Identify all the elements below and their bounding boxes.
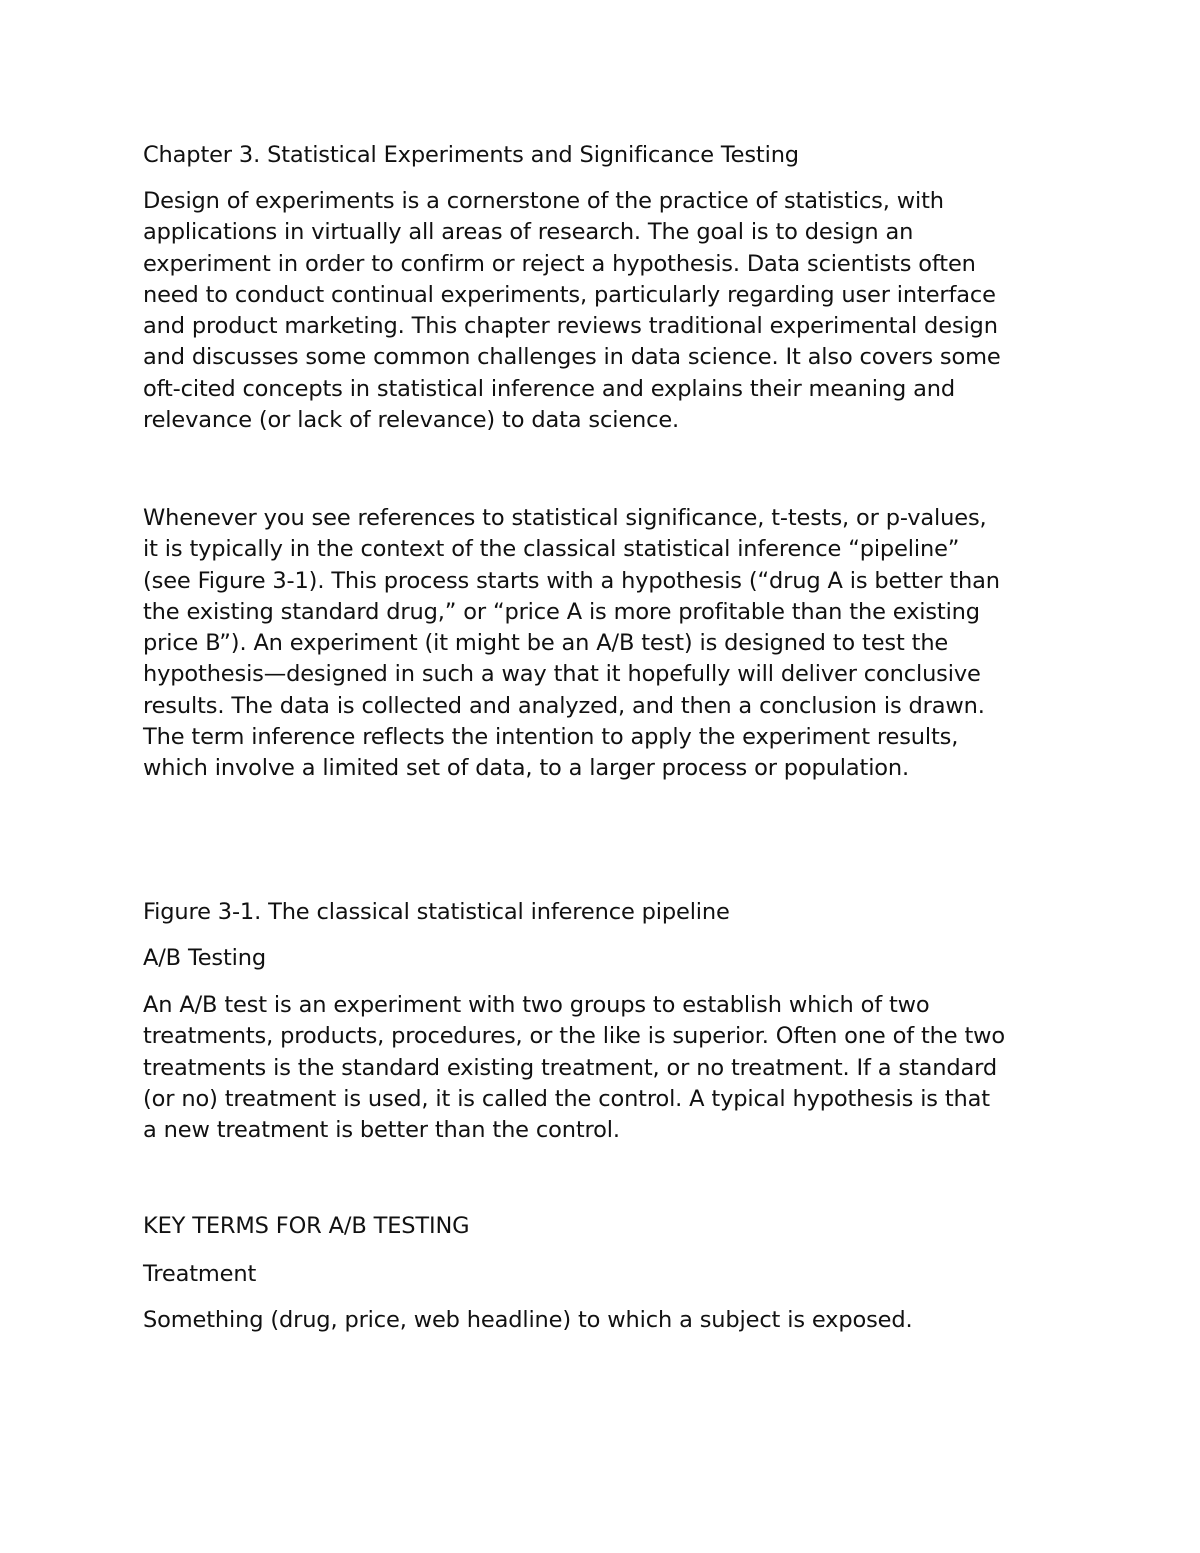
section-heading-ab-testing: A/B Testing: [143, 945, 267, 971]
figure-caption: Figure 3-1. The classical statistical inference pipeline: [143, 899, 730, 925]
intro-paragraph: Design of experiments is a cornerstone of the practice of statistics, with applications in virtually all areas of research. The goal is to design an experiment in order to confirm or reject a hypothesis. Data scientists often need to conduct continual experiments, particularly regarding user interface and product marketing. This chapter reviews traditional experimental design and discusses some common challenges in data science. It also covers some oft-cited concepts in statistical inference and explains their meaning and relevance (or lack of relevance) to data science.: [143, 188, 1001, 434]
term-treatment: Treatment: [143, 1261, 257, 1287]
inference-paragraph: Whenever you see references to statistical significance, t-tests, or p-values, it is typically in the context of the classical statistical inference “pipeline” (see Figure 3-1). This process starts with a hypothesis (“drug A is better than the existing standard drug,” or “price A is more profitable than the existing price B”). An experiment (it might be an A/B test) is designed to test the hypothesis—designed in such a way that it hopefully will deliver conclusive results. The data is collected and analyzed, and then a conclusion is drawn. The term inference reflects the intention to apply the experiment results, which involve a limited set of data, to a larger process or population.: [143, 505, 1000, 782]
chapter-title: Chapter 3. Statistical Experiments and Significance Testing: [143, 142, 799, 168]
key-terms-heading: KEY TERMS FOR A/B TESTING: [143, 1213, 470, 1239]
term-treatment-definition: Something (drug, price, web headline) to which a subject is exposed.: [143, 1307, 913, 1333]
ab-testing-paragraph: An A/B test is an experiment with two groups to establish which of two treatments, products, procedures, or the like is superior. Often one of the two treatments is the standard existing treatment, or no treatment. If a standard (or no) treatment is used, it is called the control. A typical hypothesis is that a new treatment is better than the control.: [143, 992, 1006, 1144]
